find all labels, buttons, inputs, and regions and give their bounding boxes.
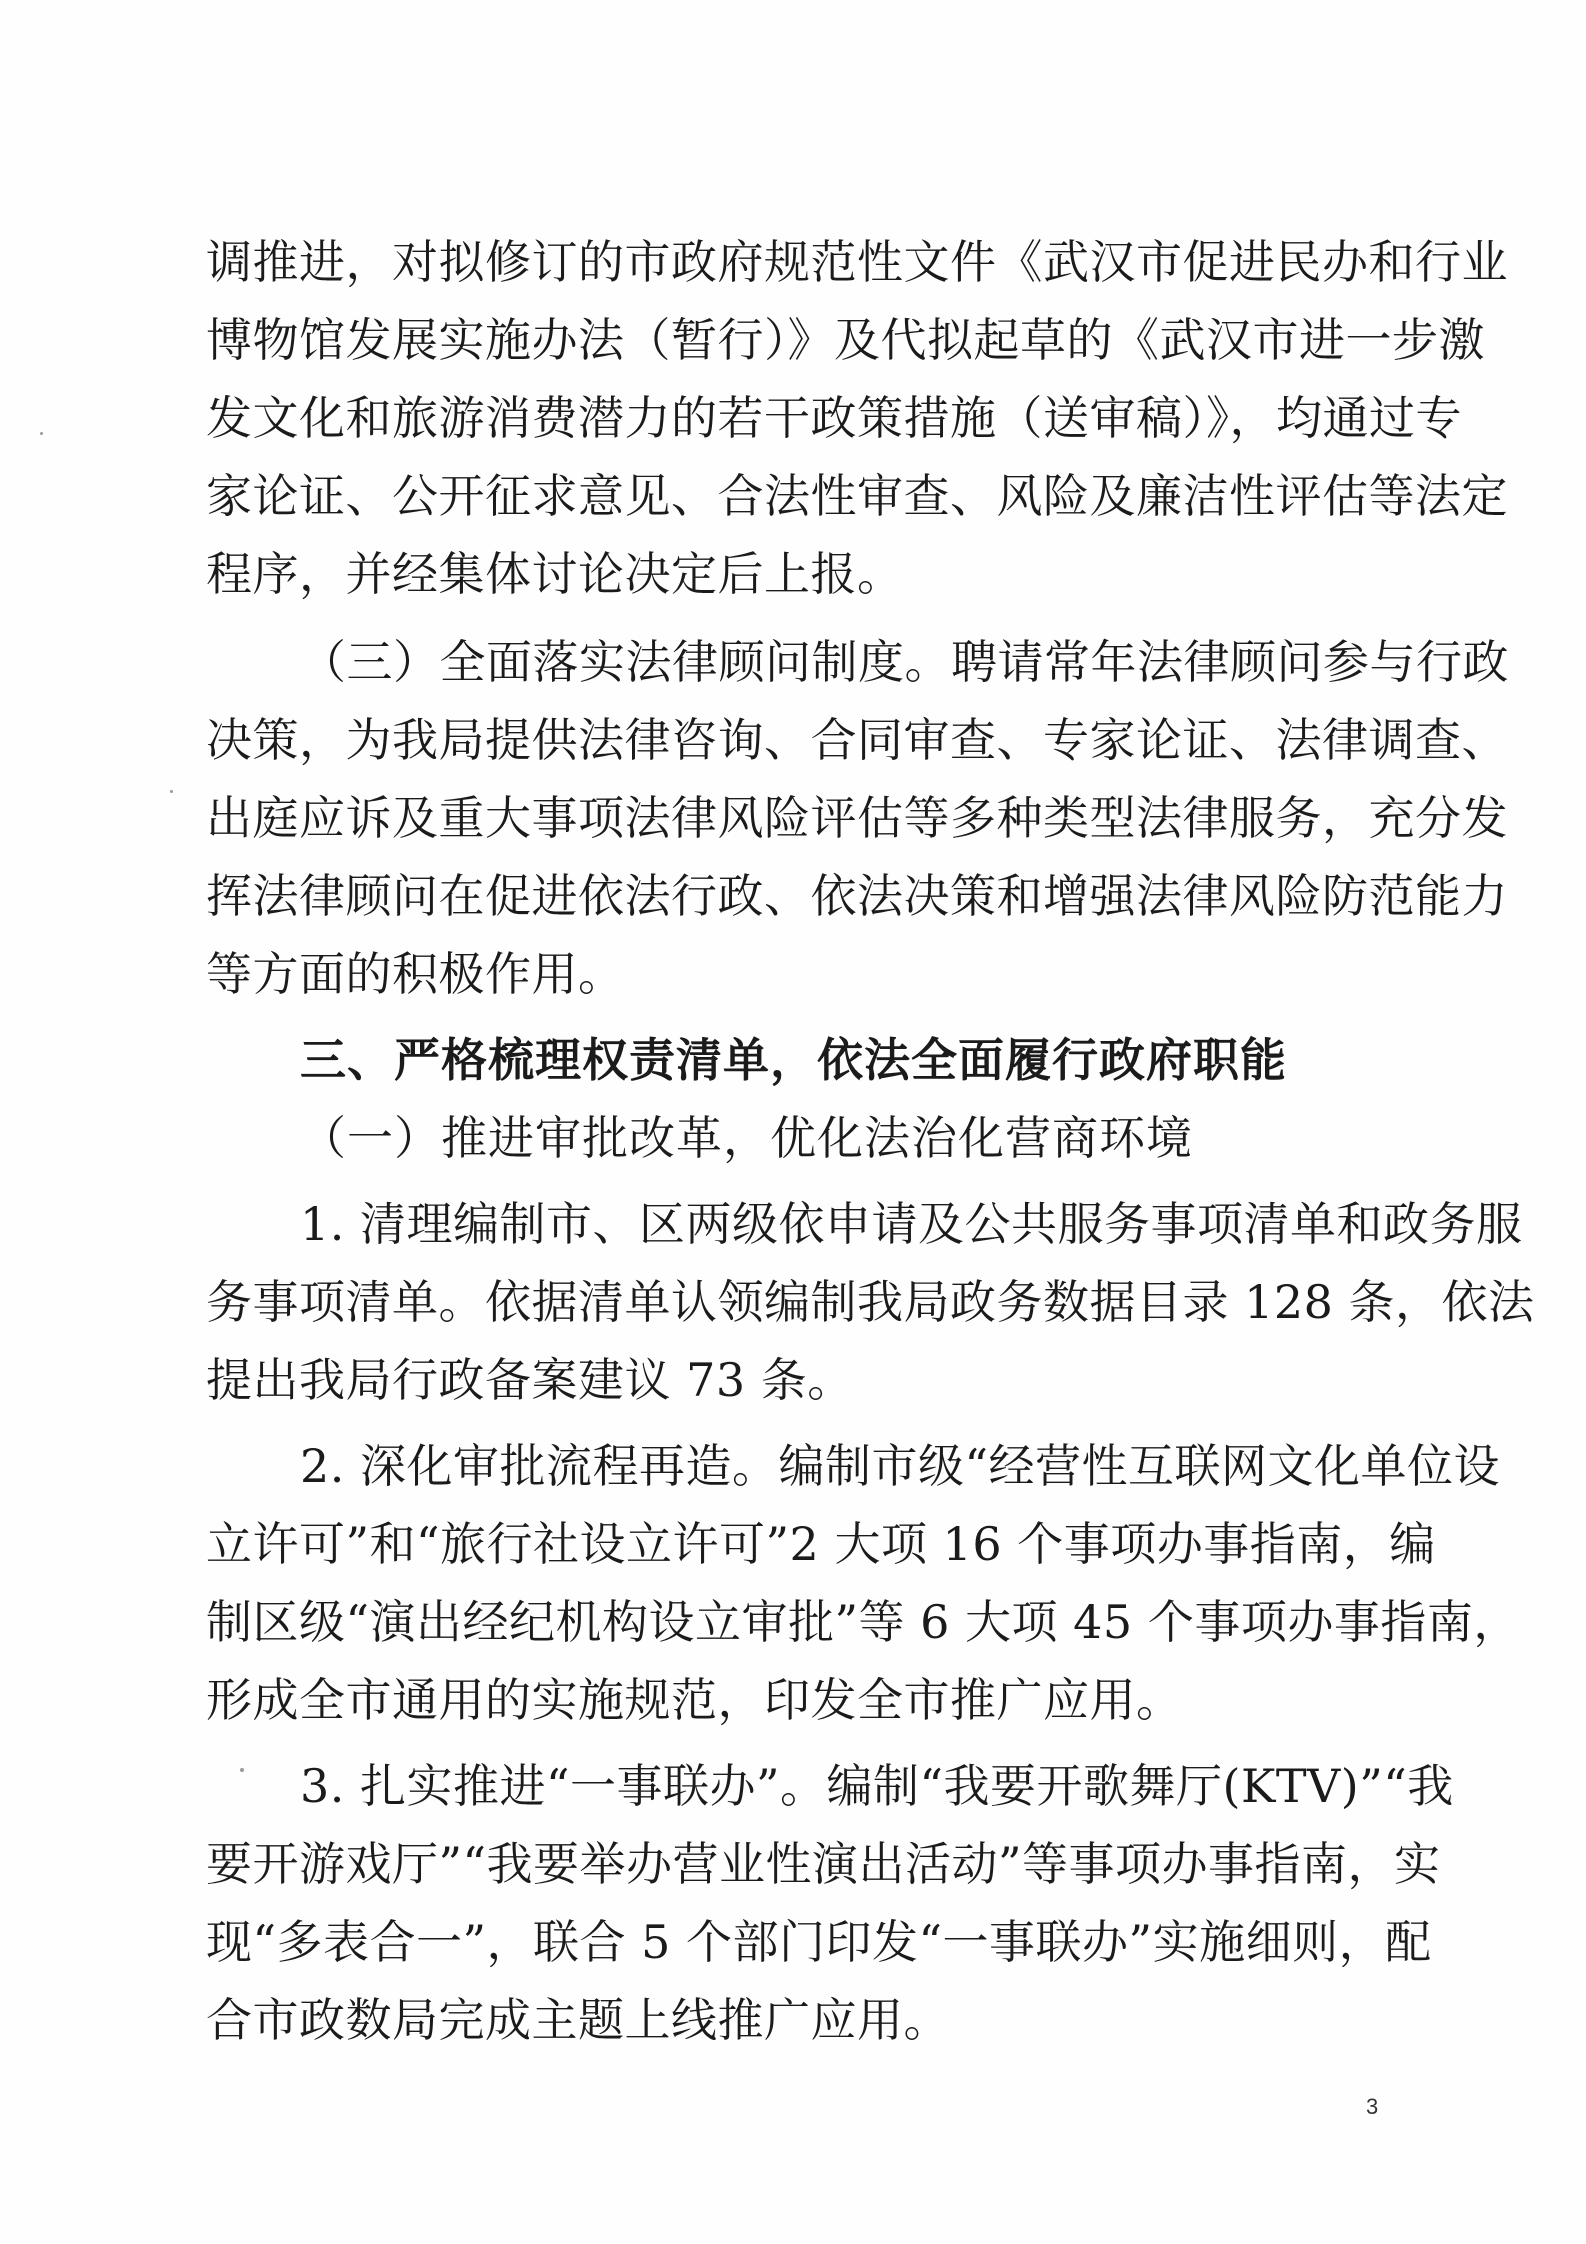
list-item-line: 合市政数局完成主题上线推广应用。 [206,1993,950,2047]
scan-speck [170,790,173,793]
paragraph-line: 发文化和旅游消费潜力的若干政策措施（送审稿）》，均通过专 [206,391,1462,445]
paragraph-line: （三）全面落实法律顾问制度。聘请常年法律顾问参与行政 [300,635,1509,689]
scan-speck [240,1768,244,1772]
list-item-line: 形成全市通用的实施规范，印发全市推广应用。 [206,1673,1183,1727]
list-item-line: 1. 清理编制市、区两级依申请及公共服务事项清单和政务服 [300,1197,1523,1251]
paragraph-line: 调推进，对拟修订的市政府规范性文件《武汉市促进民办和行业 [206,235,1508,289]
page-number: 3 [1366,2094,1379,2119]
list-item-line: 2. 深化审批流程再造。编制市级“经营性互联网文化单位设 [300,1439,1501,1493]
paragraph-line: 出庭应诉及重大事项法律风险评估等多种类型法律服务，充分发 [206,791,1508,845]
list-item-line: 制区级“演出经纪机构设立审批”等 6 大项 45 个事项办事指南， [206,1595,1520,1649]
paragraph-line: 等方面的积极作用。 [206,947,625,1001]
list-item-line: 3. 扎实推进“一事联办”。编制“我要开歌舞厅(KTV)”“我 [300,1759,1454,1813]
list-item-line: 要开游戏厅”“我要举办营业性演出活动”等事项办事指南，实 [206,1837,1441,1891]
paragraph-line: 程序，并经集体讨论决定后上报。 [206,547,904,601]
section-heading: 三、严格梳理权责清单，依法全面履行政府职能 [300,1033,1287,1087]
scan-speck [40,432,43,435]
list-item-line: 现“多表合一”，联合 5 个部门印发“一事联办”实施细则，配 [206,1915,1432,1969]
list-item-line: 立许可”和“旅行社设立许可”2 大项 16 个事项办事指南，编 [206,1517,1436,1571]
paragraph-line: 家论证、公开征求意见、合法性审查、风险及廉洁性评估等法定 [206,469,1508,523]
paragraph-line: 决策，为我局提供法律咨询、合同审查、专家论证、法律调查、 [206,713,1508,767]
list-item-line: 提出我局行政备案建议 73 条。 [206,1353,854,1407]
subsection-heading: （一）推进审批改革，优化法治化营商环境 [300,1111,1193,1165]
paragraph-line: 博物馆发展实施办法（暂行）》及代拟起草的《武汉市进一步激 [206,313,1485,367]
paragraph-line: 挥法律顾问在促进依法行政、依法决策和增强法律风险防范能力 [206,869,1508,923]
list-item-line: 务事项清单。依据清单认领编制我局政务数据目录 128 条，依法 [206,1275,1535,1329]
